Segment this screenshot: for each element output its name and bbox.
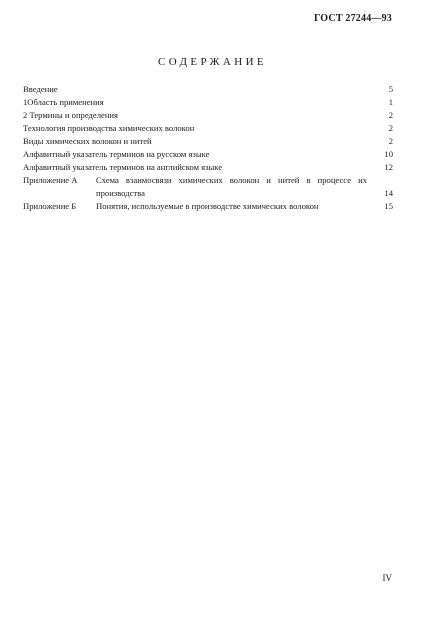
toc-entry-appendix-b[interactable]: [23, 200, 393, 213]
toc-entry-terms[interactable]: [23, 109, 393, 122]
toc-entry-page: 10: [384, 149, 393, 159]
appendix-description: [96, 200, 367, 213]
toc-entry-fiber-types[interactable]: [23, 135, 393, 148]
appendix-description-line: Понятия, используемые в производстве химических волокон: [96, 201, 319, 211]
toc-entry-index-russian[interactable]: [23, 148, 393, 161]
toc-entry-title: 1Область применения: [23, 97, 104, 107]
toc-entry-page: 5: [388, 84, 393, 94]
toc-entry-title: Технология производства химических волокон: [23, 123, 195, 133]
toc-entry-appendix-a[interactable]: [23, 174, 393, 200]
toc-entry-page: 2: [388, 123, 393, 133]
toc-entry-page: 2: [388, 136, 393, 146]
toc-entry-title: Введение: [23, 84, 58, 94]
appendix-description-line: Схема взаимосвязи химических волокон и нитей в процессе их: [96, 175, 367, 185]
appendix-description-line: производства: [96, 188, 145, 198]
page-number: IV: [382, 573, 392, 583]
document-code: ГОСТ 27244—93: [313, 13, 392, 24]
toc-entry-page: 1: [388, 97, 393, 107]
toc-entry-title: Алфавитный указатель терминов на русском языке: [23, 149, 210, 159]
toc-entry-page: 14: [384, 188, 393, 198]
toc-entry-title: Виды химических волокон и нитей: [23, 136, 152, 146]
table-of-contents: [23, 83, 393, 213]
toc-entry-introduction[interactable]: [23, 83, 393, 96]
toc-entry-title: 2 Термины и определения: [23, 110, 118, 120]
toc-entry-page: 12: [384, 162, 393, 172]
toc-entry-title: Алфавитный указатель терминов на английском языке: [23, 162, 223, 172]
toc-entry-page: 2: [388, 110, 393, 120]
toc-entry-technology[interactable]: [23, 122, 393, 135]
toc-entry-scope[interactable]: [23, 96, 393, 109]
appendix-label: Приложение А: [23, 175, 78, 185]
toc-entry-index-english[interactable]: [23, 161, 393, 174]
toc-heading: СОДЕРЖАНИЕ: [157, 56, 268, 68]
toc-entry-page: 15: [384, 201, 393, 211]
appendix-description: [96, 174, 367, 200]
appendix-label: Приложение Б: [23, 201, 77, 211]
